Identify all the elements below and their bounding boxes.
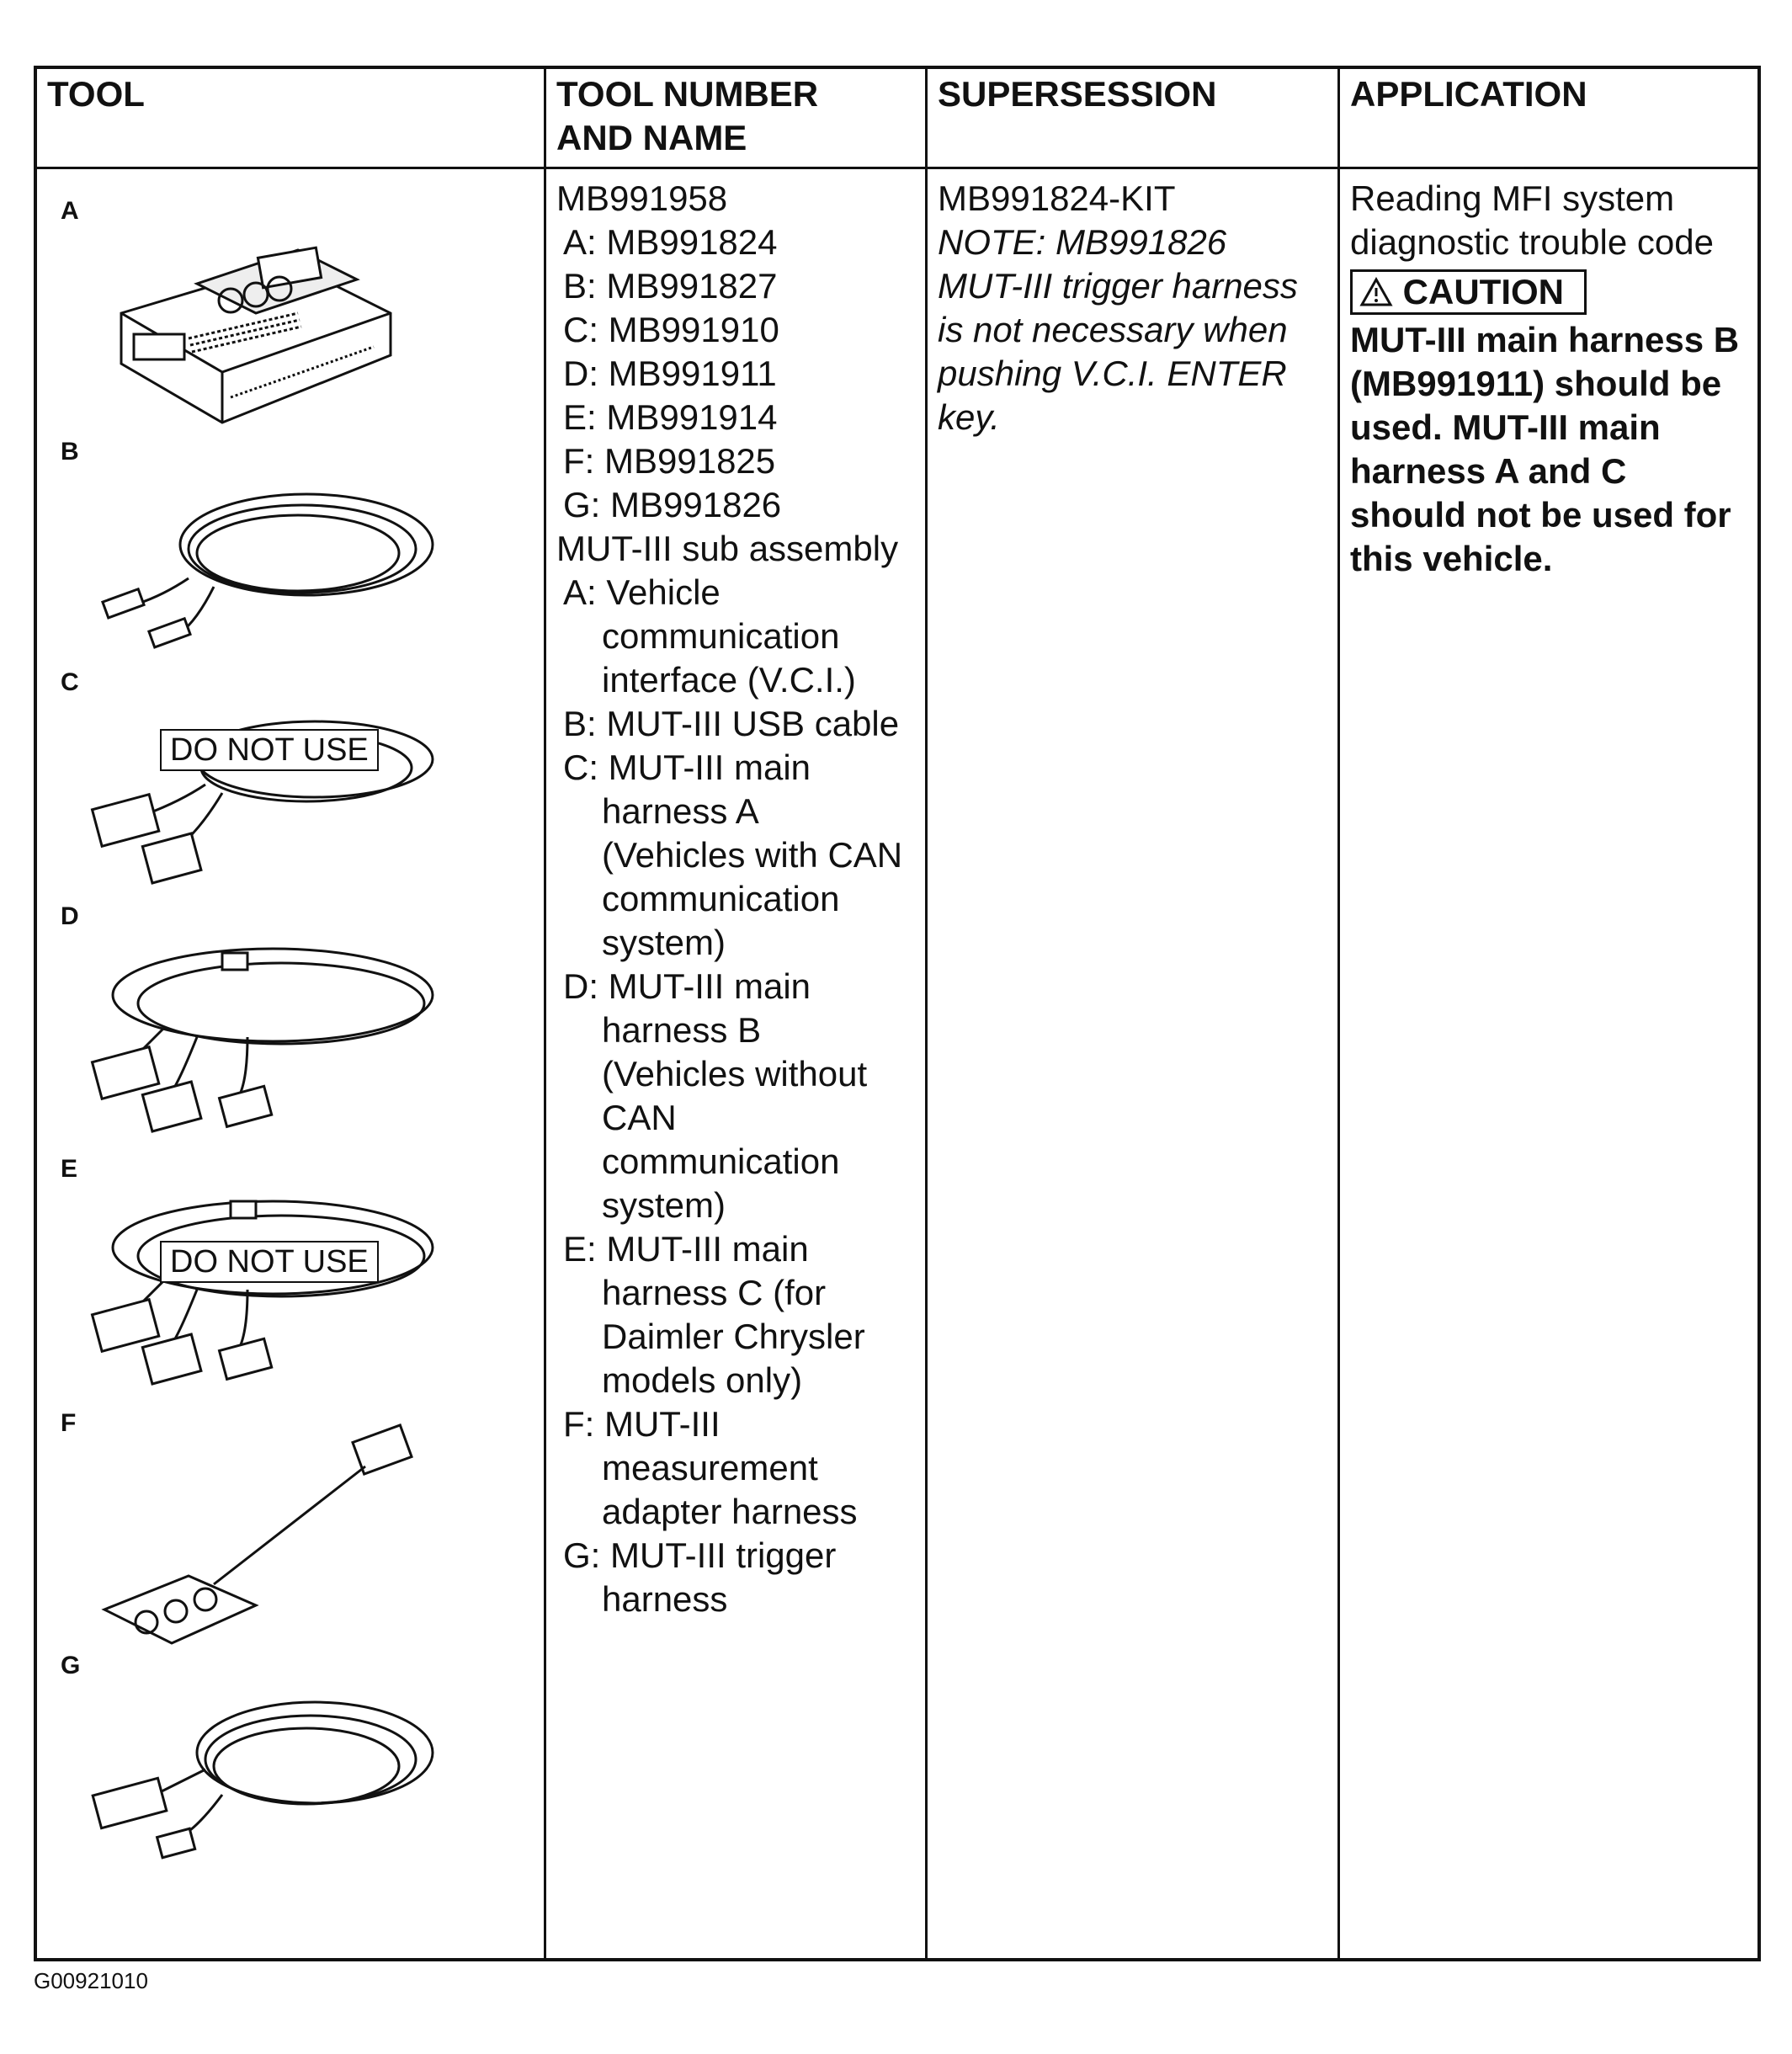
main-harness-a-illustration [79,692,449,894]
header-divider [37,167,1757,169]
figure-id: G00921010 [34,1968,148,1993]
name-d-line: (Vehicles without [602,1054,868,1094]
name-e-line: harness C (for [602,1273,827,1312]
name-g-line: G: MUT-III trigger [563,1535,837,1575]
name-d-line: CAN [602,1098,677,1137]
caution-box [1350,269,1587,315]
caution-label: CAUTION [1402,272,1564,311]
tool-number-main: MB991958 [556,178,728,218]
name-e-line: models only) [602,1360,803,1400]
name-c-line: communication [602,879,840,918]
note-line: NOTE: MB991826 [938,222,1227,262]
name-c-line: C: MUT-III main [563,748,811,787]
column-divider [1337,69,1340,1958]
tool-letter-d: D [61,902,79,930]
name-f-line: adapter harness [602,1492,858,1531]
name-c-line: harness A [602,791,759,831]
name-g-line: harness [602,1579,728,1619]
header-tool: TOOL [47,74,145,114]
tool-letter-g: G [61,1652,81,1679]
name-a-line: A: Vehicle [563,572,721,612]
usb-cable-illustration [79,452,449,671]
measurement-adapter-illustration [88,1416,441,1668]
header-application: APPLICATION [1350,74,1587,114]
part-number-g: G: MB991826 [563,485,782,524]
name-d-line: harness B [602,1010,762,1050]
tool-letter-b: B [61,438,79,466]
name-d-line: communication [602,1141,840,1181]
header-supersession: SUPERSESSION [938,74,1217,114]
name-c-line: system) [602,923,726,962]
supersession-kit: MB991824-KIT [938,178,1176,218]
name-f-line: measurement [602,1448,818,1487]
column-divider [925,69,928,1958]
part-number-f: F: MB991825 [563,441,776,481]
column-divider [544,69,546,1958]
name-e-line: E: MUT-III main [563,1229,809,1269]
caution-line: this vehicle. [1350,539,1553,578]
header-tool-number-line2: AND NAME [556,118,747,157]
trigger-harness-illustration [79,1668,449,1887]
caution-line: harness A and C [1350,451,1627,491]
part-number-b: B: MB991827 [563,266,778,306]
tool-number-cell [556,177,902,1621]
part-number-e: E: MB991914 [563,397,778,437]
header-tool-number-line1: TOOL NUMBER [556,74,819,114]
name-a-line: interface (V.C.I.) [602,660,856,700]
main-harness-c-illustration [79,1180,449,1399]
main-harness-b-illustration [79,928,449,1147]
caution-line: MUT-III main harness B [1350,320,1740,359]
supersession-cell [938,177,1298,439]
caution-body [1350,318,1739,581]
warning-triangle-icon [1359,277,1393,307]
do-not-use-label-c: DO NOT USE [160,729,379,771]
header-tool-number [556,72,818,160]
caution-line: (MB991911) should be [1350,364,1722,403]
part-number-a: A: MB991824 [563,222,778,262]
vci-unit-illustration [96,212,416,448]
tool-letter-f: F [61,1409,77,1437]
name-d-line: D: MUT-III main [563,966,811,1006]
name-f-line: F: MUT-III [563,1404,721,1444]
sub-assembly-names [556,571,902,1621]
application-line: Reading MFI system [1350,178,1675,218]
part-number-c: C: MB991910 [563,310,779,349]
special-tools-table [34,66,1761,1961]
name-a-line: communication [602,616,840,656]
do-not-use-label-e: DO NOT USE [160,1241,379,1283]
tool-number-parts [556,221,902,527]
tool-letter-a: A [61,197,79,225]
supersession-note [938,221,1298,439]
application-line: diagnostic trouble code [1350,222,1714,262]
note-line: MUT-III trigger harness [938,266,1298,306]
tool-letter-c: C [61,668,79,696]
name-e-line: Daimler Chrysler [602,1317,865,1356]
note-line: is not necessary when [938,310,1288,349]
note-line: pushing V.C.I. ENTER [938,354,1287,393]
part-number-d: D: MB991911 [563,354,777,393]
sub-assembly-title: MUT-III sub assembly [556,529,899,568]
note-line: key. [938,397,1000,437]
tool-letter-e: E [61,1155,78,1183]
caution-line: used. MUT-III main [1350,407,1661,447]
name-d-line: system) [602,1185,726,1225]
name-b-line: B: MUT-III USB cable [563,704,900,743]
caution-line: should not be used for [1350,495,1731,535]
application-cell [1350,177,1739,581]
name-c-line: (Vehicles with CAN [602,835,903,875]
